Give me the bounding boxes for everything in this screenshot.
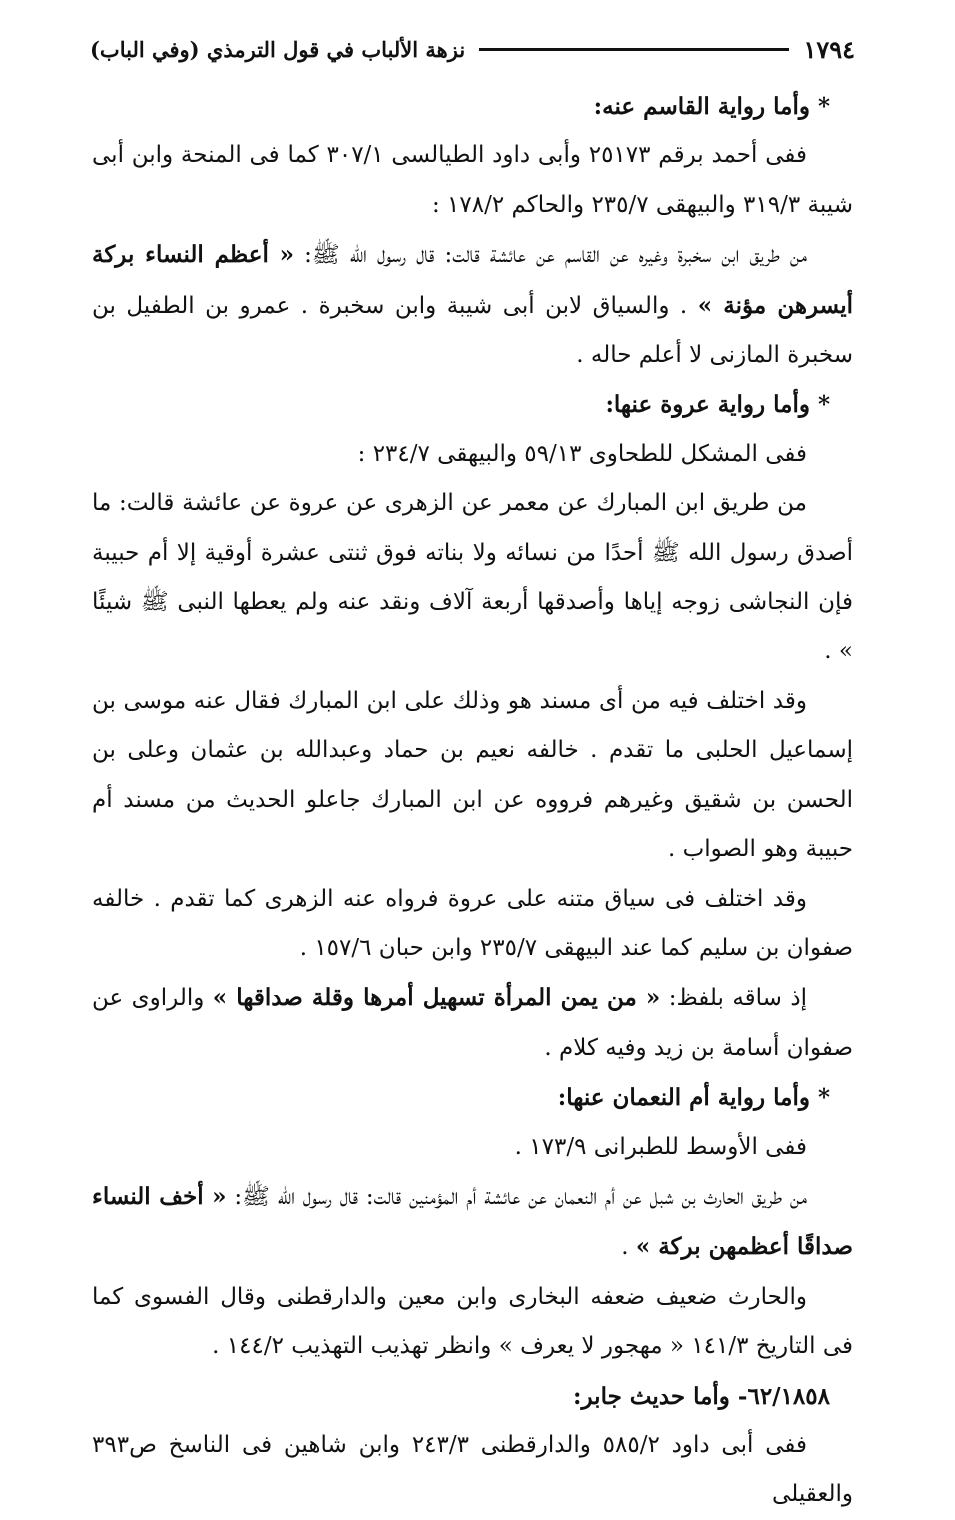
section-heading-urwa: * وأما رواية عروة عنها: [605,391,830,419]
hadith-quote: « من يمن المرأة تسهيل أمرها وقلة صداقها » [212,984,661,1012]
hadith-quote: « أخف النساء صداقًا أعظمهن بركة » [92,1182,853,1261]
paragraph-discussion-2: وقد اختلف فى سياق متنه على عروة فرواه عنه الزهرى كما تقدم . خالفه صفوان بن سليم كما عند البيهقى ٢٣٥/٧ وابن حبان ١٥٧/٦ . [92,885,853,961]
paragraph-wording [92,973,853,1073]
paragraph-sources-jabir: ففى أبى داود ٥٨٥/٢ والدارقطنى ٢٤٣/٣ وابن شاهين فى الناسخ ص٣٩٣ والعقيلى [92,1431,853,1508]
paragraph-text: والراوى عن صفوان أسامة بن زيد وفيه كلام . [92,985,853,1061]
paragraph-text: من طريق الحارث بن شبل عن أم النعمان عن عائشة أم المؤمنين قالت: قال رسول الله ﷺ: [226,1183,807,1210]
paragraph-text: . [621,1234,636,1261]
paragraph-sources-urwa: ففى المشكل للطحاوى ٥٩/١٣ والبيهقى ٢٣٤/٧ : [357,440,807,467]
section-heading-umm-numan: * وأما رواية أم النعمان عنها: [557,1084,830,1112]
header-divider [479,48,789,51]
paragraph-sources-qasim: ففى أحمد برقم ٢٥١٧٣ وأبى داود الطيالسى ٣٠٧/١ كما فى المنحة وابن أبى شيبة ٣١٩/٣ والبيهقى ٢٣٥/٧ والحاكم ١٧٨/٢ : [92,142,853,218]
section-heading-qasim: * وأما رواية القاسم عنه: [593,93,830,120]
paragraph-hadith-urwa: من طريق ابن المبارك عن معمر عن الزهرى عن عروة عن عائشة قالت: ما أصدق رسول الله ﷺ أحدًا من نسائه ولا بناته فوق ثنتى عشرة أوقية إلا أم حبيبة فإن النجاشى زوجه إياها وأصدقها أربعة آلاف ونقد عنه ولم يعطها النبى ﷺ شيئًا » . [92,490,853,665]
hadith-quote: « أعظم النساء بركة أيسرهن مؤنة » [92,241,853,319]
paragraph-text: إذ ساقه بلفظ: [660,985,807,1012]
paragraph-text: . والسياق لابن أبى شيبة وابن سخبرة . عمرو بن الطفيل بن سخبرة المازنى لا أعلم حاله . [92,292,853,369]
paragraph-narrator-note: والحارث ضعيف ضعفه البخارى وابن معين والدارقطنى وقال الفسوى كما فى التاريخ ١٤١/٣ « مهجور لا يعرف » وانظر تهذيب التهذيب ١٤٤/٢ . [92,1283,853,1360]
paragraph-hadith-qasim [92,230,853,380]
paragraph-sources-umm-numan: ففى الأوسط للطبرانى ١٧٣/٩ . [514,1133,807,1160]
section-heading-jabir: ٦٢/١٨٥٨- وأما حديث جابر: [572,1382,830,1410]
paragraph-text: من طريق ابن سخبرة وغيره عن القاسم عن عائشة قالت: قال رسول الله ﷺ: [294,242,807,269]
page-header [90,32,855,66]
page-number: ١٧٩٤ [803,34,855,64]
page-body [92,82,853,1520]
paragraph-hadith-umm-numan [92,1172,853,1273]
running-title: نزهة الألباب في قول الترمذي (وفي الباب) [90,36,466,62]
paragraph-discussion-1: وقد اختلف فيه من أى مسند هو وذلك على ابن المبارك فقال عنه موسى بن إسماعيل الحلبى ما تقدم . خالفه نعيم بن حماد وعبدالله بن عثمان وعلى بن الحسن بن شقيق وغيرهم فرووه عن ابن المبارك جاعلو الحديث من مسند أم حبيبة وهو الصواب . [92,687,853,863]
